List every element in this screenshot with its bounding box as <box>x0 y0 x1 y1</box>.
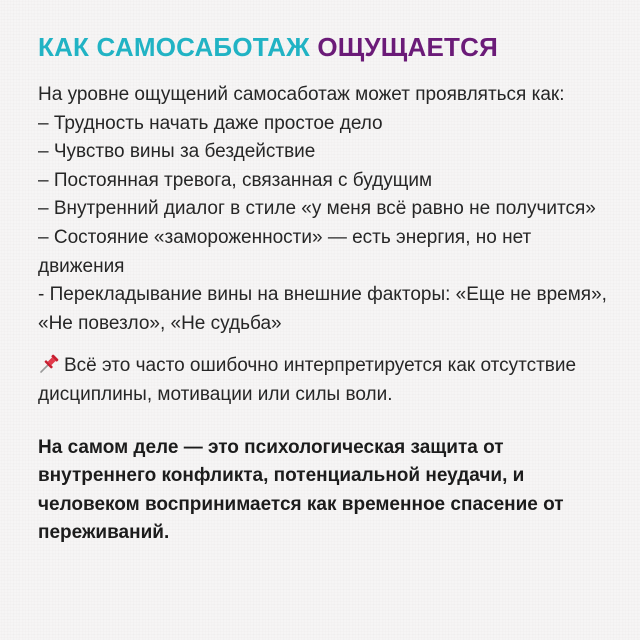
list-item: – Постоянная тревога, связанная с будущим <box>38 169 433 191</box>
note-text: Всё это часто ошибочно интерпретируется как отсутствие дисциплины, мотивации или силы воли. <box>38 355 577 405</box>
list-item: – Внутренний диалог в стиле «у меня всё равно не получится» <box>38 198 596 220</box>
intro-text: На уровне ощущений самосаботаж может проявляться как: <box>38 84 565 105</box>
conclusion-text: На самом деле — это психологическая защита от внутреннего конфликта, потенциальной неудачи, и человеком воспринимается как временное спасение от переживаний. <box>38 436 564 544</box>
title-part-teal: КАК САМОСАБОТАЖ <box>38 32 310 62</box>
title-part-purple: ОЩУЩАЕТСЯ <box>317 32 498 62</box>
note-paragraph <box>38 352 610 409</box>
list-item: – Чувство вины за бездействие <box>38 141 316 163</box>
pushpin-icon <box>38 354 60 374</box>
list-item: – Трудность начать даже простое дело <box>38 112 383 134</box>
symptom-list <box>38 110 610 339</box>
page-title <box>38 31 610 63</box>
list-item: – Состояние «замороженности» — есть энергия, но нет движения <box>38 226 532 277</box>
list-item: - Перекладывание вины на внешние факторы: «Еще не время», «Не повезло», «Не судьба» <box>38 284 607 334</box>
